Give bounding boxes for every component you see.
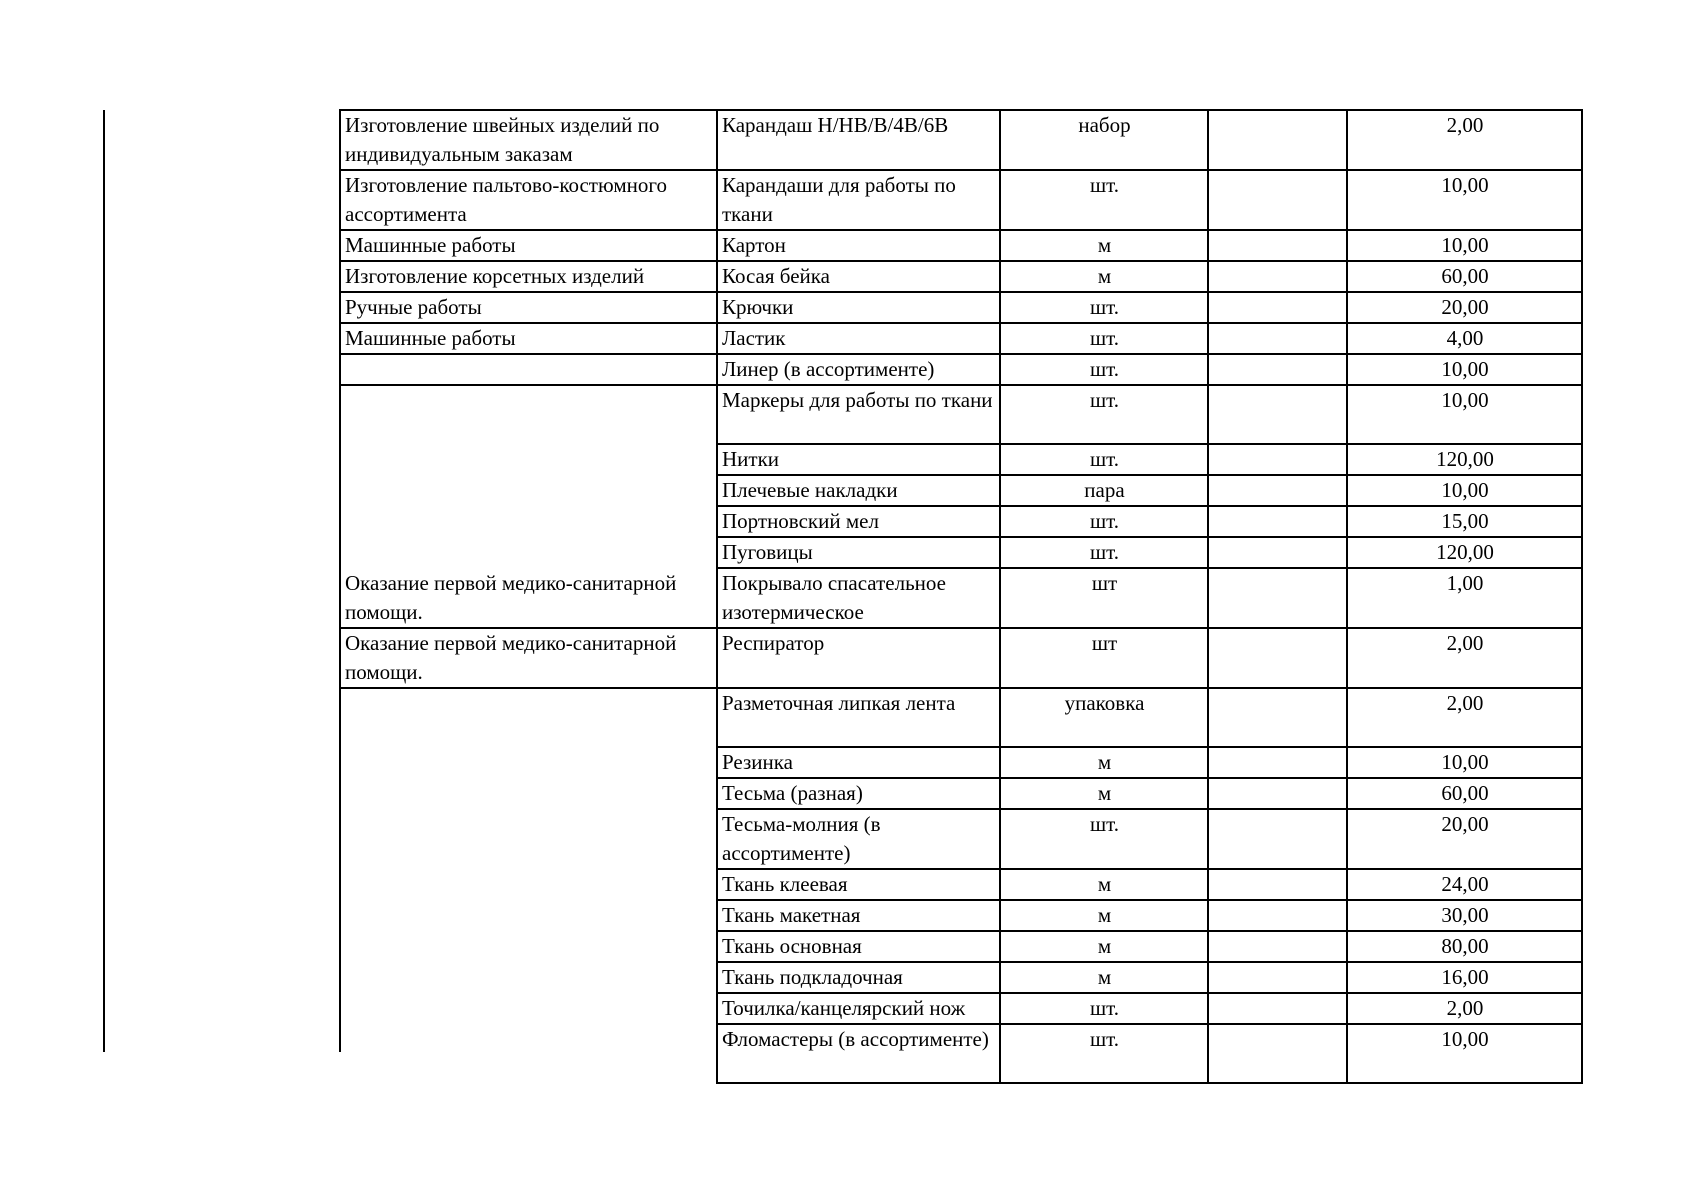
unit-cell: м [1000,869,1208,900]
extra-cell [1208,809,1347,869]
module-cell: Изготовление швейных изделий по индивидуальным заказам [340,110,717,170]
item-cell: Нитки [717,444,1000,475]
unit-cell: шт. [1000,323,1208,354]
extra-cell [1208,292,1347,323]
item-cell: Ткань макетная [717,900,1000,931]
extra-cell [1208,993,1347,1024]
module-cell: Машинные работы [340,323,717,354]
item-cell: Фломастеры (в ассортименте) [717,1024,1000,1083]
unit-cell: шт. [1000,292,1208,323]
unit-cell: шт. [1000,385,1208,444]
item-cell: Ткань подкладочная [717,962,1000,993]
unit-cell: пара [1000,475,1208,506]
module-cell: Машинные работы [340,230,717,261]
module-cell: Изготовление пальтово-костюмного ассортимента [340,170,717,230]
extra-cell [1208,444,1347,475]
item-cell: Респиратор [717,628,1000,688]
module-cell: Оказание первой медико-санитарной помощи. [340,628,717,688]
extra-cell [1208,869,1347,900]
item-cell: Тесьма (разная) [717,778,1000,809]
qty-cell: 2,00 [1347,993,1582,1024]
extra-cell [1208,385,1347,444]
item-cell: Разметочная липкая лента [717,688,1000,747]
unit-cell: м [1000,747,1208,778]
extra-cell [1208,537,1347,568]
qty-cell: 20,00 [1347,809,1582,869]
extra-cell [1208,354,1347,385]
extra-cell [1208,931,1347,962]
qty-cell: 10,00 [1347,354,1582,385]
extra-cell [1208,110,1347,170]
unit-cell: шт [1000,628,1208,688]
extra-cell [1208,323,1347,354]
item-cell: Пуговицы [717,537,1000,568]
item-cell: Карандаши для работы по ткани [717,170,1000,230]
extra-cell [1208,900,1347,931]
unit-cell: шт. [1000,170,1208,230]
unit-cell: м [1000,962,1208,993]
item-cell: Косая бейка [717,261,1000,292]
extra-cell [1208,475,1347,506]
table-row [340,261,1582,292]
qty-cell: 10,00 [1347,230,1582,261]
unit-cell: м [1000,900,1208,931]
item-cell: Портновский мел [717,506,1000,537]
table-row [340,385,1582,444]
item-cell: Ткань основная [717,931,1000,962]
unit-cell: шт. [1000,1024,1208,1083]
qty-cell: 15,00 [1347,506,1582,537]
item-cell: Плечевые накладки [717,475,1000,506]
extra-cell [1208,261,1347,292]
unit-cell: шт. [1000,506,1208,537]
unit-cell: шт. [1000,444,1208,475]
qty-cell: 10,00 [1347,1024,1582,1083]
item-cell: Карандаш H/HB/B/4B/6B [717,110,1000,170]
unit-cell: шт. [1000,537,1208,568]
item-cell: Линер (в ассортименте) [717,354,1000,385]
unit-cell: шт [1000,568,1208,628]
qty-cell: 60,00 [1347,778,1582,809]
item-cell: Маркеры для работы по ткани [717,385,1000,444]
qty-cell: 4,00 [1347,323,1582,354]
unit-cell: м [1000,261,1208,292]
unit-cell: м [1000,230,1208,261]
unit-cell: м [1000,931,1208,962]
extra-cell [1208,568,1347,628]
extra-cell [1208,506,1347,537]
extra-cell [1208,230,1347,261]
unit-cell: набор [1000,110,1208,170]
qty-cell: 80,00 [1347,931,1582,962]
extra-cell [1208,778,1347,809]
item-cell: Ткань клеевая [717,869,1000,900]
module-cell: Изготовление корсетных изделий [340,261,717,292]
qty-cell: 10,00 [1347,747,1582,778]
qty-cell: 10,00 [1347,385,1582,444]
item-cell: Резинка [717,747,1000,778]
item-cell: Покрывало спасательное изотермическое [717,568,1000,628]
item-cell: Крючки [717,292,1000,323]
table-row [340,170,1582,230]
extra-cell [1208,628,1347,688]
extra-cell [1208,962,1347,993]
qty-cell: 10,00 [1347,170,1582,230]
item-cell: Тесьма-молния (в ассортименте) [717,809,1000,869]
qty-cell: 1,00 [1347,568,1582,628]
item-cell: Картон [717,230,1000,261]
qty-cell: 2,00 [1347,110,1582,170]
module-cell [340,688,717,1083]
qty-cell: 30,00 [1347,900,1582,931]
table-row [340,354,1582,385]
item-cell: Ластик [717,323,1000,354]
table-row [340,292,1582,323]
table-row [340,688,1582,747]
unit-cell: шт. [1000,354,1208,385]
unit-cell: шт. [1000,809,1208,869]
qty-cell: 20,00 [1347,292,1582,323]
qty-cell: 2,00 [1347,628,1582,688]
qty-cell: 10,00 [1347,475,1582,506]
qty-cell: 120,00 [1347,444,1582,475]
table-row [340,323,1582,354]
outer-border-line [103,110,105,1052]
qty-cell: 24,00 [1347,869,1582,900]
module-cell: Ручные работы [340,292,717,323]
table-row [340,628,1582,688]
module-cell [340,354,717,385]
qty-cell: 120,00 [1347,537,1582,568]
unit-cell: м [1000,778,1208,809]
extra-cell [1208,170,1347,230]
qty-cell: 16,00 [1347,962,1582,993]
unit-cell: шт. [1000,993,1208,1024]
qty-cell: 2,00 [1347,688,1582,747]
equipment-table [339,109,1583,1084]
extra-cell [1208,1024,1347,1083]
unit-cell: упаковка [1000,688,1208,747]
item-cell: Точилка/канцелярский нож [717,993,1000,1024]
extra-cell [1208,747,1347,778]
extra-cell [1208,688,1347,747]
table-row [340,110,1582,170]
table-row [340,230,1582,261]
qty-cell: 60,00 [1347,261,1582,292]
module-cell: Оказание первой медико-санитарной помощи. [340,385,717,628]
